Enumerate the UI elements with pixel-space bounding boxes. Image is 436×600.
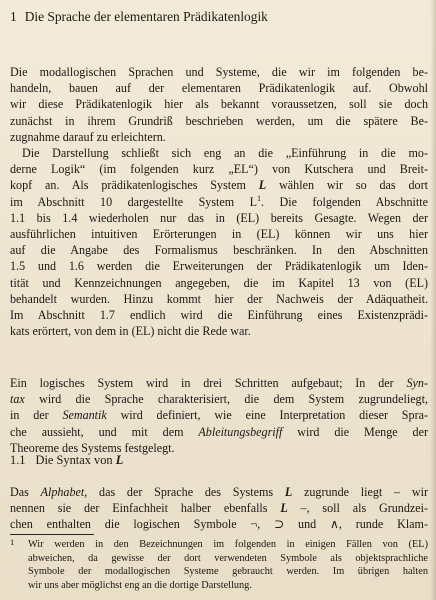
text-line: ausführlichen intuitiven Erörterungen in (EL) können wir uns hier xyxy=(10,227,428,242)
text-run: Wir werden in den Bezeichnungen im folgenden in einigen Fällen von (EL) xyxy=(28,539,428,550)
page-edge-shadow xyxy=(430,0,436,600)
text-run: wird definiert, wie eine Interpretation dieser Spra- xyxy=(106,408,428,423)
text-line: wir diese Prädikatenlogik hier als bekannt voraussetzen, soll sie doch xyxy=(10,97,428,112)
term-alphabet: Alphabet, xyxy=(40,485,88,499)
text-line xyxy=(10,194,428,210)
section-number: 1.1 xyxy=(10,453,26,467)
text-run: wird die Sprache charakterisiert, die dem System zugrundeliegt, xyxy=(24,392,428,407)
paragraph-intro xyxy=(10,64,428,145)
footnote-line: Symbole der modallogischen Systeme gebraucht werden. Im übrigen halten xyxy=(28,566,428,578)
text-line: behandelt wurden. Hinzu kommt hier der Nachweis der Adäquatheit. xyxy=(10,291,428,306)
text-run: im Abschnitt 10 dargestellte System L xyxy=(10,194,258,209)
term-syntax: Syn- xyxy=(406,376,428,390)
text-line: handeln, bauen auf der elementaren Prädikatenlogik auf. Obwohl xyxy=(10,81,428,96)
text-line: tität und Kennzeichnungen angegeben, die im Kapitel 13 von (EL) xyxy=(10,275,428,290)
text-line xyxy=(10,424,428,440)
text-run: kopf an. Als prädikatenlogisches System xyxy=(10,178,259,193)
text-line: zunächst in ihrem Grundriß beschrieben werden, um die spätere Be- xyxy=(10,113,428,128)
footnote xyxy=(10,538,428,592)
section-heading xyxy=(10,452,123,469)
text-line: Theoreme des Systems festgelegt. xyxy=(10,440,175,455)
footnote-line: abweichen, da gewisse der dort verwendeten Symbole als objektsprachliche xyxy=(28,552,428,564)
text-line xyxy=(10,391,428,407)
term-syntax-cont: tax xyxy=(10,392,25,407)
paragraph-system-steps xyxy=(10,375,428,456)
text-run: das der Sprache des Systems xyxy=(87,485,285,499)
text-line: kats erörtert, von dem in (EL) nicht die Rede war. xyxy=(10,324,251,339)
text-line: 1.5 und 1.6 werden die Erweiterungen der Prädikatenlogik um Iden- xyxy=(10,259,428,274)
text-run: Das xyxy=(10,485,41,499)
system-symbol: L xyxy=(284,485,293,499)
text-run: Ein logisches System wird in drei Schritten aufgebaut; In der xyxy=(10,376,407,390)
text-run: . Die folgenden Abschnitte xyxy=(261,194,428,209)
system-symbol: L xyxy=(280,501,288,516)
chapter-number: 1 xyxy=(10,9,17,24)
section-title: Die Syntax von xyxy=(35,453,116,467)
text-run: che aussieht, und mit dem xyxy=(10,424,199,439)
system-symbol: L xyxy=(258,178,267,193)
text-line: derne Logik“ (im folgenden kurz „EL“) von Kutschera und Breit- xyxy=(10,162,428,177)
text-line xyxy=(10,375,428,391)
paragraph-presentation xyxy=(10,145,428,339)
text-run: wählen wir so das dort xyxy=(266,178,428,193)
text-line xyxy=(10,407,428,423)
text-line: Im Abschnitt 1.7 endlich wird die Einführung eines Existenzprädi- xyxy=(10,308,428,323)
text-run: wird die Menge der xyxy=(282,424,428,439)
text-run: zugrunde liegt – wir xyxy=(292,485,428,499)
term-semantik: Semantik xyxy=(62,408,107,423)
text-line: auf die Angabe des Formalismus beschränken. In den Abschnitten xyxy=(10,243,428,258)
text-line: 1.1 bis 1.4 wiederholen nur das in (EL) bereits Gesagte. Wegen der xyxy=(10,210,428,225)
footnote-reference[interactable]: 1 xyxy=(257,193,262,203)
footnote-divider xyxy=(10,534,94,535)
text-line xyxy=(10,177,428,193)
footnote-line: wir uns aber möglichst eng an die dortige Darstellung. xyxy=(28,579,252,591)
text-run: –, soll als Grundzei- xyxy=(287,501,428,516)
text-line: Die modallogischen Sprachen und Systeme, die wir im folgenden be- xyxy=(10,65,428,79)
text-run: nennen sie der Einfachheit halber ebenfalls xyxy=(10,501,281,516)
term-ableitungsbegriff: Ableitungsbegriff xyxy=(198,424,283,439)
text-line: zugnahme darauf zu erleichtern. xyxy=(10,129,166,144)
paragraph-alphabet xyxy=(10,484,428,533)
text-line: chen enthalten die logischen Symbole ¬, ⊃ und ∧, runde Klam- xyxy=(10,517,428,532)
footnote-line xyxy=(10,538,428,552)
text-line xyxy=(10,500,428,516)
text-line: Die Darstellung schließt sich eng an die „Einführung in die mo- xyxy=(22,146,428,160)
chapter-title: Die Sprache der elementaren Prädikatenlogik xyxy=(24,9,268,24)
text-line xyxy=(10,484,428,500)
text-run: in der xyxy=(10,408,63,423)
system-symbol: L xyxy=(115,453,124,467)
chapter-heading xyxy=(10,8,268,26)
footnote-mark: 1 xyxy=(10,537,15,547)
